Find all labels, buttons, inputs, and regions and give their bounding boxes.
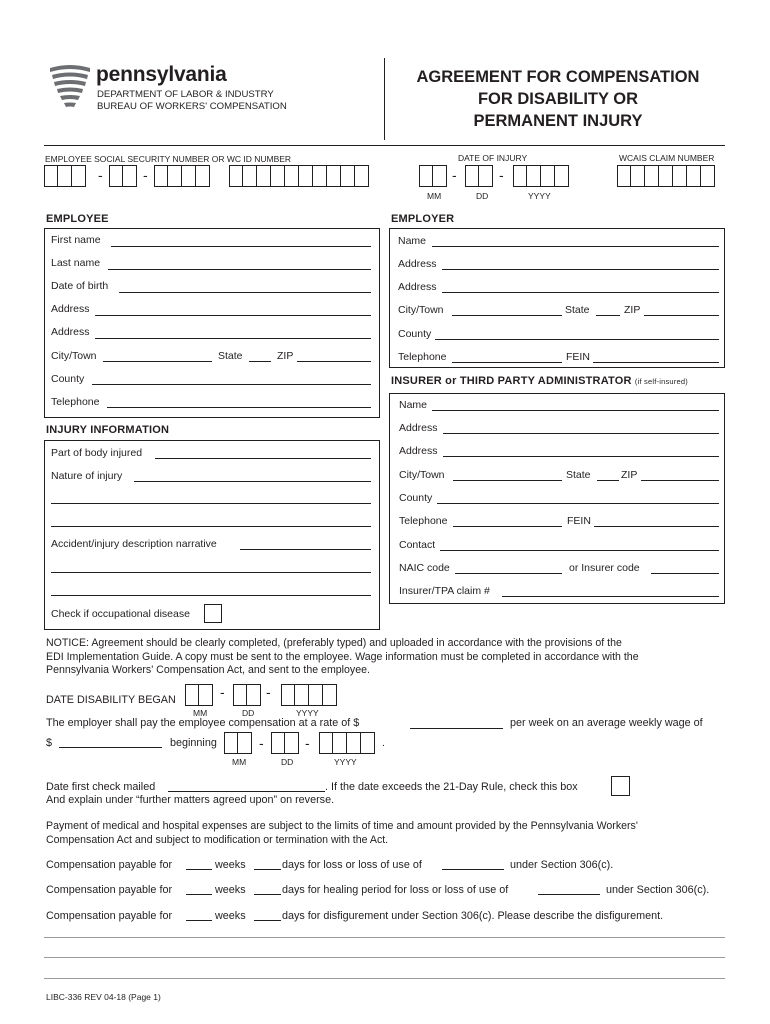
disability-mm-label: MM <box>193 708 208 718</box>
employer-state-field[interactable] <box>596 315 620 316</box>
employer-county-field[interactable] <box>435 339 719 340</box>
insurer-address1-field[interactable] <box>443 433 719 434</box>
insurer-city-label: City/Town <box>399 469 445 481</box>
beginning-dd-label: DD <box>281 757 294 767</box>
department-line: DEPARTMENT OF LABOR & INDUSTRY <box>97 89 274 100</box>
insurer-city-field[interactable] <box>453 480 562 481</box>
disfigurement-line-1[interactable] <box>44 937 725 938</box>
insurer-code-field[interactable] <box>651 573 719 574</box>
notice-line-1: NOTICE: Agreement should be clearly completed, (preferably typed) and uploaded in accordance with the provisions of the <box>46 637 622 649</box>
first-check-date-field[interactable] <box>168 791 325 792</box>
weeks-label-3: weeks <box>215 910 246 922</box>
insurer-fein-label: FEIN <box>567 515 591 527</box>
days-loss-label: days for loss or loss of use of <box>282 859 422 871</box>
narrative-field[interactable] <box>240 549 371 550</box>
disability-year[interactable] <box>281 684 337 706</box>
beginning-mm-label: MM <box>232 757 247 767</box>
employer-telephone-label: Telephone <box>398 351 447 363</box>
days-disfigurement-label: days for disfigurement under Section 306(c). Please describe the disfigurement. <box>282 910 664 922</box>
injury-dash-2: - <box>499 167 504 183</box>
average-weekly-wage-field[interactable] <box>59 747 162 748</box>
injury-mm-label: MM <box>427 191 442 201</box>
weeks-field-2[interactable] <box>186 894 212 895</box>
wc-id-number[interactable] <box>229 165 369 187</box>
employer-address2-field[interactable] <box>442 292 719 293</box>
weeks-field-3[interactable] <box>186 920 212 921</box>
employee-city-label: City/Town <box>51 350 97 362</box>
ssn-dash-1: - <box>98 167 103 183</box>
days-healing-label: days for healing period for loss or loss of use of <box>282 884 509 896</box>
date-disability-began-label: DATE DISABILITY BEGAN <box>46 694 176 706</box>
insurer-county-field[interactable] <box>437 503 719 504</box>
employee-city-field[interactable] <box>103 361 212 362</box>
employer-city-label: City/Town <box>398 304 444 316</box>
beginning-dash-2: - <box>305 735 310 751</box>
employee-county-label: County <box>51 373 85 385</box>
insurer-heading-text: INSURER or THIRD PARTY ADMINISTRATOR <box>391 375 632 387</box>
occupational-disease-checkbox[interactable] <box>204 604 222 623</box>
exceeds-text: . If the date exceeds the 21-Day Rule, check this box <box>325 781 578 793</box>
employer-fein-field[interactable] <box>593 362 719 363</box>
per-week-text: per week on an average weekly wage of <box>510 717 703 729</box>
dollar-sign: $ <box>46 737 53 749</box>
narrative-label: Accident/injury description narrative <box>51 538 217 550</box>
payable-label-2: Compensation payable for <box>46 884 173 896</box>
insurer-code-label: or Insurer code <box>569 562 640 574</box>
beginning-month[interactable] <box>224 732 252 754</box>
wcais-claim-number[interactable] <box>617 165 715 187</box>
date-of-injury-label: DATE OF INJURY <box>458 153 528 163</box>
days-field-1[interactable] <box>254 869 281 870</box>
injury-dd-label: DD <box>476 191 489 201</box>
notice-line-2: EDI Implementation Guide. A copy must be sent to the employee. Wage information must be completed in accordance with the <box>46 650 639 663</box>
body-part-field[interactable] <box>155 458 371 459</box>
insurer-heading-note: (if self-insured) <box>634 377 688 386</box>
beginning-label: beginning <box>170 737 217 749</box>
days-field-2[interactable] <box>254 894 281 895</box>
insurer-telephone-field[interactable] <box>453 526 562 527</box>
state-name: pennsylvania <box>96 63 227 86</box>
employer-state-label: State <box>565 304 590 316</box>
naic-code-field[interactable] <box>455 573 562 574</box>
weeks-label-1: weeks <box>215 859 246 871</box>
nature-of-injury-label: Nature of injury <box>51 470 123 482</box>
section-306-label-1: under Section 306(c). <box>510 859 614 871</box>
disability-month[interactable] <box>185 684 213 706</box>
insurer-claim-field[interactable] <box>502 596 719 597</box>
disability-dd-label: DD <box>242 708 255 718</box>
insurer-contact-label: Contact <box>399 539 436 551</box>
healing-loss-field[interactable] <box>538 894 600 895</box>
employee-address2-label: Address <box>51 326 90 338</box>
injury-heading: INJURY INFORMATION <box>46 424 170 436</box>
employee-heading: EMPLOYEE <box>46 213 109 225</box>
injury-day[interactable] <box>465 165 493 187</box>
form-title <box>392 66 724 132</box>
employer-zip-label: ZIP <box>624 304 641 316</box>
employee-address1-label: Address <box>51 303 90 315</box>
disfigurement-line-3[interactable] <box>44 978 725 979</box>
employer-telephone-field[interactable] <box>452 362 562 363</box>
insurer-address2-label: Address <box>399 445 438 457</box>
narrative-field-3[interactable] <box>51 595 371 596</box>
employer-address1-field[interactable] <box>442 269 719 270</box>
employer-zip-field[interactable] <box>644 315 719 316</box>
medical-line-2: Compensation Act and subject to modification or termination with the Act. <box>46 833 389 846</box>
disability-dash-2: - <box>266 684 271 700</box>
form-id: LIBC-336 REV 04-18 (Page 1) <box>46 992 161 1002</box>
employee-zip-label: ZIP <box>277 350 294 362</box>
nature-of-injury-field-3[interactable] <box>51 526 371 527</box>
insurer-state-field[interactable] <box>597 480 619 481</box>
insurer-fein-field[interactable] <box>594 526 719 527</box>
medical-line-1: Payment of medical and hospital expenses are subject to the limits of time and amount provided by the Pennsylvania Workers' <box>46 820 638 832</box>
employee-first-name-label: First name <box>51 234 101 246</box>
title-line-3: PERMANENT INJURY <box>473 112 643 130</box>
employer-fein-label: FEIN <box>566 351 590 363</box>
insurer-zip-field[interactable] <box>641 480 719 481</box>
notice-text <box>46 637 736 678</box>
employee-last-name-label: Last name <box>51 257 101 269</box>
injury-yyyy-label: YYYY <box>528 191 551 201</box>
ssn-part-2[interactable] <box>109 165 137 187</box>
employee-address2-field[interactable] <box>95 338 371 339</box>
employee-first-name-field[interactable] <box>111 246 371 247</box>
employer-box <box>389 228 725 368</box>
weekly-rate-field[interactable] <box>410 728 503 729</box>
employer-county-label: County <box>398 328 432 340</box>
nature-of-injury-field-2[interactable] <box>51 503 371 504</box>
injury-dash-1: - <box>452 167 457 183</box>
disability-yyyy-label: YYYY <box>296 708 319 718</box>
employer-address2-label: Address <box>398 281 437 293</box>
beginning-dash-1: - <box>259 735 264 751</box>
insurer-contact-field[interactable] <box>440 550 719 551</box>
employee-last-name-field[interactable] <box>108 269 371 270</box>
insurer-telephone-label: Telephone <box>399 515 448 527</box>
ssn-label: EMPLOYEE SOCIAL SECURITY NUMBER OR WC ID NUMBER <box>45 154 292 164</box>
occupational-disease-label: Check if occupational disease <box>51 608 190 620</box>
employer-heading: EMPLOYER <box>391 213 455 225</box>
employer-name-label: Name <box>398 235 427 247</box>
title-line-1: AGREEMENT FOR COMPENSATION <box>416 68 700 86</box>
disfigurement-line-2[interactable] <box>44 957 725 958</box>
insurer-address1-label: Address <box>399 422 438 434</box>
employee-state-label: State <box>218 350 243 362</box>
payable-label-1: Compensation payable for <box>46 859 173 871</box>
employer-name-field[interactable] <box>432 246 719 247</box>
body-part-label: Part of body injured <box>51 447 143 459</box>
ssn-part-1[interactable] <box>44 165 86 187</box>
beginning-yyyy-label: YYYY <box>334 757 357 767</box>
insurer-name-field[interactable] <box>432 410 719 411</box>
rate-text: The employer shall pay the employee compensation at a rate of $ <box>46 717 360 729</box>
ssn-part-3[interactable] <box>154 165 210 187</box>
header-divider <box>384 58 385 140</box>
injury-year[interactable] <box>513 165 569 187</box>
employee-dob-label: Date of birth <box>51 280 109 292</box>
section-306-label-2: under Section 306(c). <box>606 884 710 896</box>
disability-dash-1: - <box>220 684 225 700</box>
employee-telephone-field[interactable] <box>107 407 371 408</box>
weeks-field-1[interactable] <box>186 869 212 870</box>
naic-code-label: NAIC code <box>399 562 450 574</box>
employee-dob-field[interactable] <box>119 292 371 293</box>
medical-text <box>46 820 736 847</box>
insurer-county-label: County <box>399 492 433 504</box>
wcais-label: WCAIS CLAIM NUMBER <box>619 153 715 163</box>
disability-day[interactable] <box>233 684 261 706</box>
insurer-claim-label: Insurer/TPA claim # <box>399 585 490 597</box>
beginning-day[interactable] <box>271 732 299 754</box>
employer-city-field[interactable] <box>452 315 562 316</box>
payable-label-3: Compensation payable for <box>46 910 173 922</box>
employee-telephone-label: Telephone <box>51 396 100 408</box>
insurer-address2-field[interactable] <box>443 456 719 457</box>
employee-county-field[interactable] <box>92 384 371 385</box>
employer-address1-label: Address <box>398 258 437 270</box>
days-field-3[interactable] <box>254 920 281 921</box>
first-check-label: Date first check mailed <box>46 781 156 793</box>
beginning-period: . <box>382 737 385 749</box>
twenty-one-day-checkbox[interactable] <box>611 776 630 796</box>
insurer-zip-label: ZIP <box>621 469 638 481</box>
keystone-logo <box>46 62 94 112</box>
ssn-dash-2: - <box>143 167 148 183</box>
insurer-state-label: State <box>566 469 591 481</box>
beginning-year[interactable] <box>319 732 375 754</box>
narrative-field-2[interactable] <box>51 572 371 573</box>
employee-address1-field[interactable] <box>95 315 371 316</box>
employee-state-field[interactable] <box>249 361 271 362</box>
insurer-name-label: Name <box>399 399 428 411</box>
weeks-label-2: weeks <box>215 884 246 896</box>
insurer-heading <box>391 375 688 387</box>
header-rule <box>44 145 725 146</box>
employee-zip-field[interactable] <box>297 361 371 362</box>
injury-month[interactable] <box>419 165 447 187</box>
loss-of-use-field[interactable] <box>442 869 504 870</box>
title-line-2: FOR DISABILITY OR <box>477 90 639 108</box>
notice-line-3: Pennsylvania Workers' Compensation Act, and sent to the employee. <box>46 664 370 676</box>
bureau-line: BUREAU OF WORKERS' COMPENSATION <box>97 101 287 112</box>
injury-box <box>44 440 380 630</box>
explain-text: And explain under “further matters agreed upon” on reverse. <box>46 794 335 806</box>
nature-of-injury-field[interactable] <box>134 481 371 482</box>
